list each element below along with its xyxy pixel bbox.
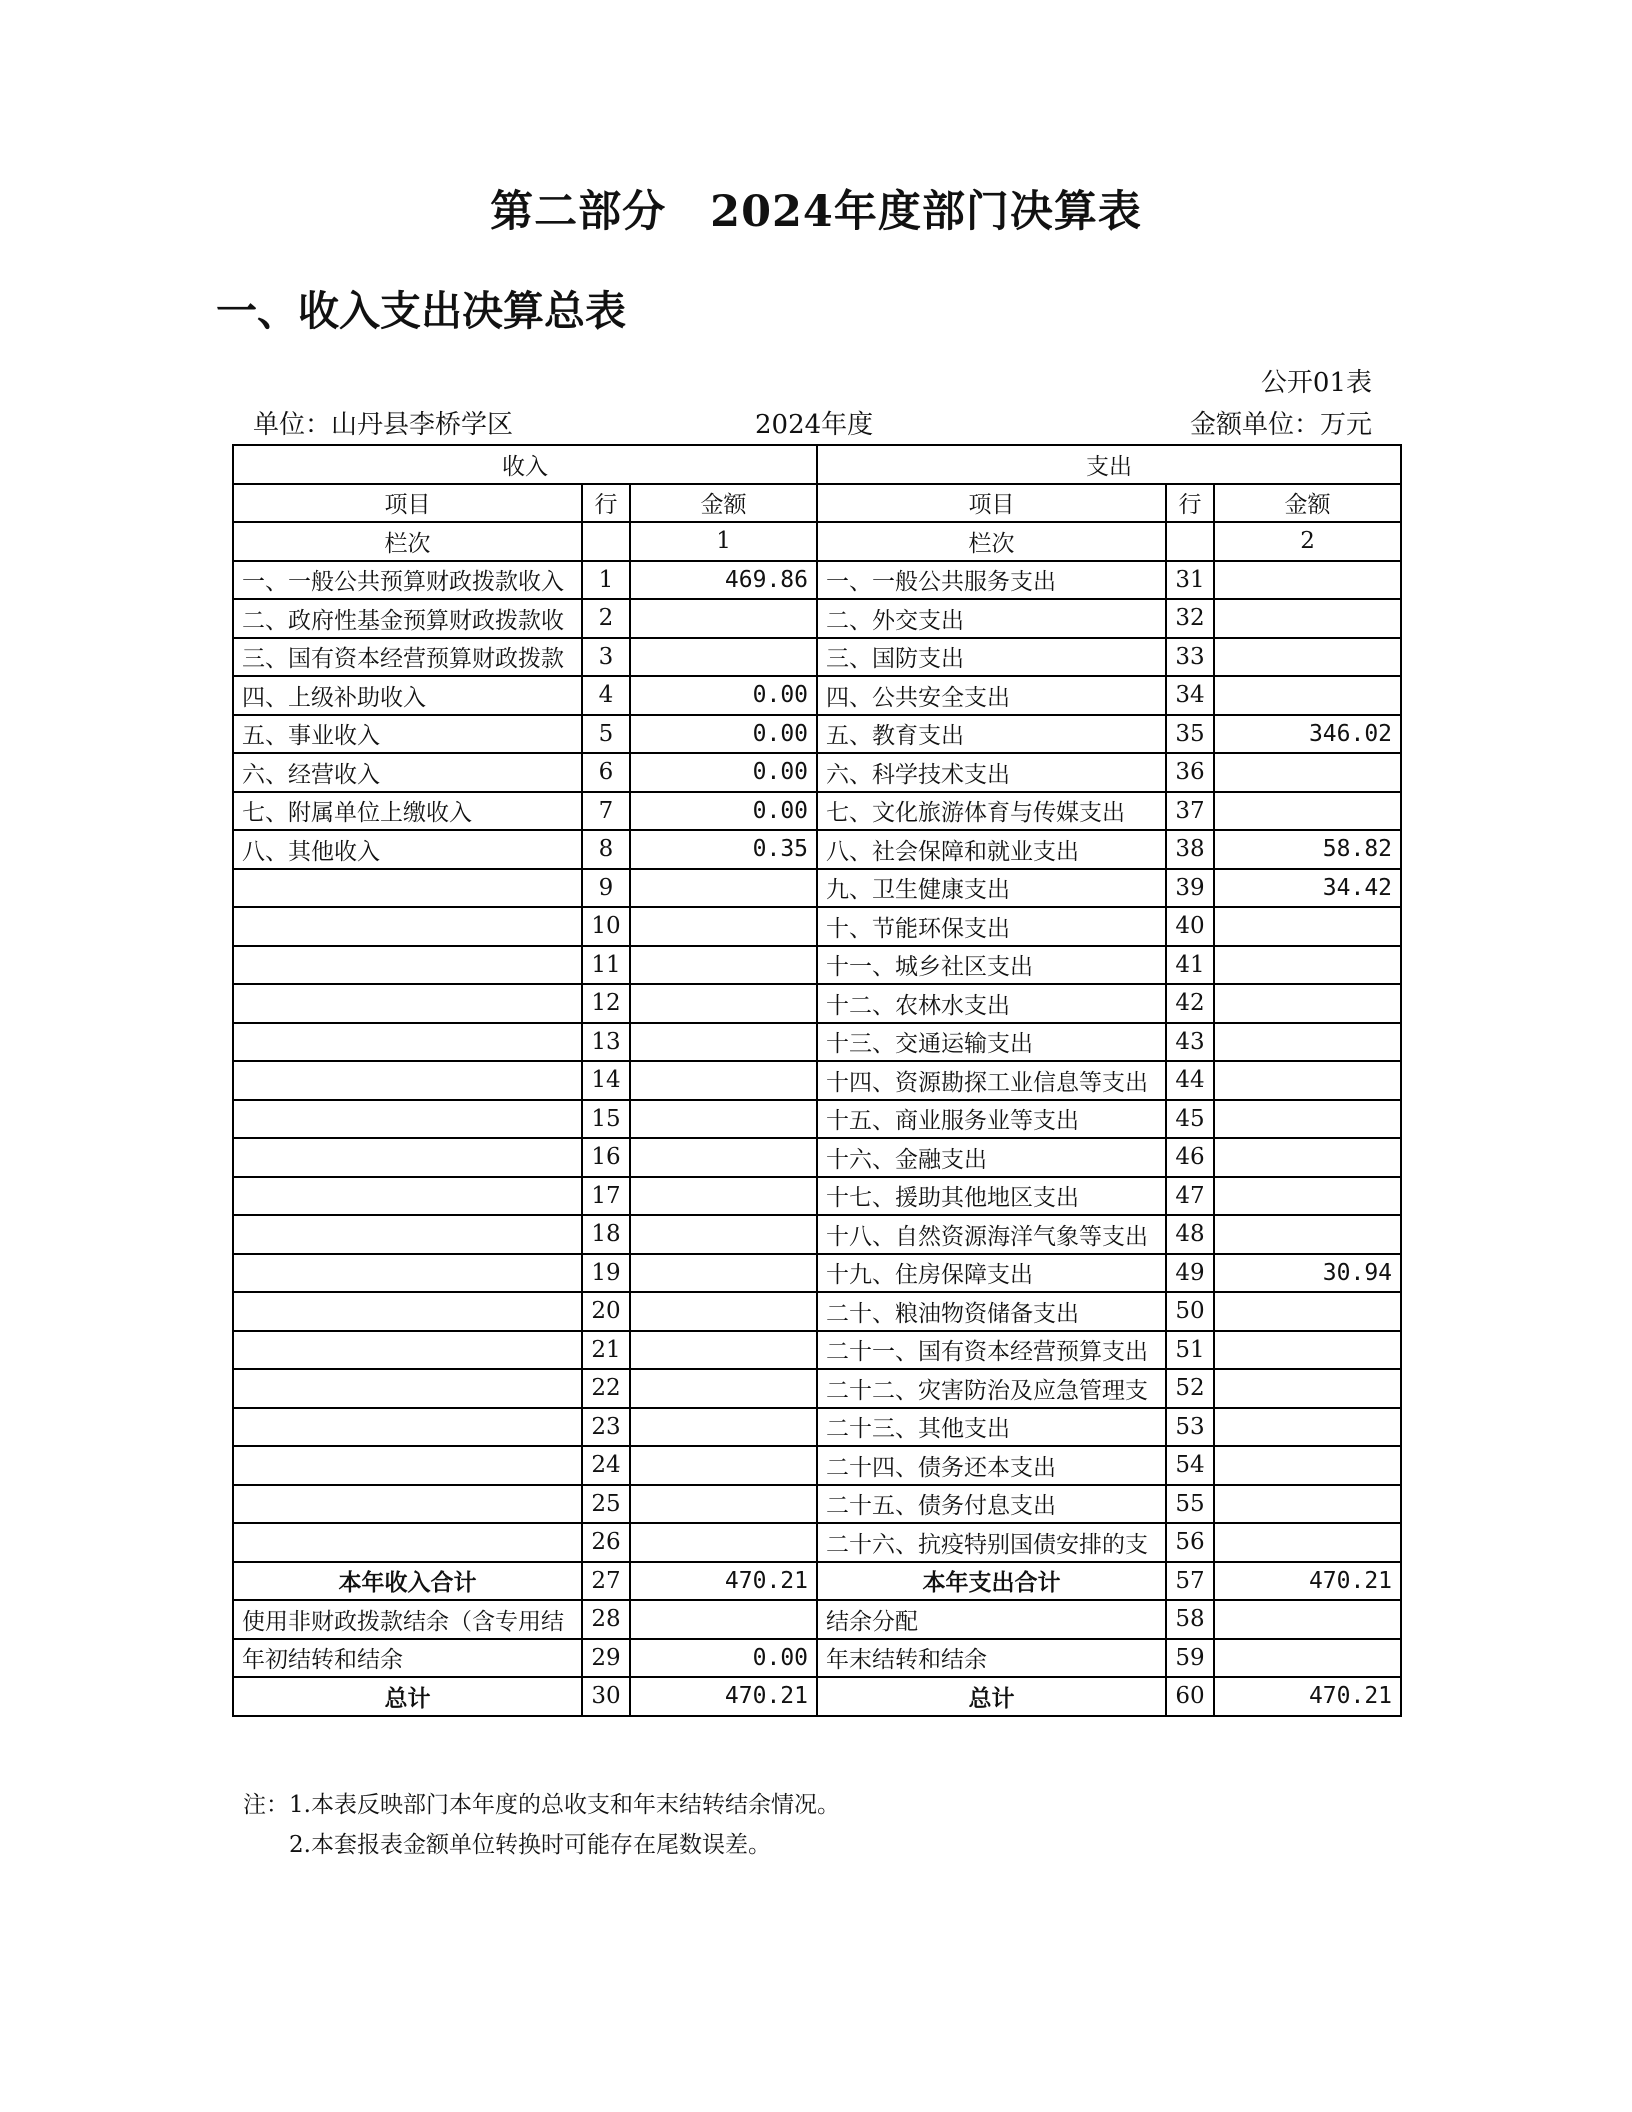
income-line-cell: 6 bbox=[582, 753, 630, 792]
expense-amount-cell bbox=[1214, 1292, 1401, 1331]
expense-line-cell: 43 bbox=[1166, 1023, 1214, 1062]
income-amount-header: 金额 bbox=[630, 484, 817, 523]
income-line-cell: 13 bbox=[582, 1023, 630, 1062]
income-amount-cell bbox=[630, 1408, 817, 1447]
table-row bbox=[233, 1138, 1401, 1177]
expense-index-blank bbox=[1166, 522, 1214, 561]
table-row bbox=[233, 1254, 1401, 1293]
table-row bbox=[233, 561, 1401, 600]
expense-item-cell: 二十二、灾害防治及应急管理支 bbox=[817, 1369, 1166, 1408]
expense-line-cell: 58 bbox=[1166, 1600, 1214, 1639]
income-amount-cell bbox=[630, 984, 817, 1023]
income-item-cell bbox=[233, 1023, 582, 1062]
expense-line-cell: 31 bbox=[1166, 561, 1214, 600]
expense-line-cell: 45 bbox=[1166, 1100, 1214, 1139]
table-row bbox=[233, 1292, 1401, 1331]
income-amount-cell: 0.00 bbox=[630, 676, 817, 715]
expense-amount-cell bbox=[1214, 984, 1401, 1023]
expense-item-cell: 四、公共安全支出 bbox=[817, 676, 1166, 715]
income-item-cell: 四、上级补助收入 bbox=[233, 676, 582, 715]
expense-line-cell: 52 bbox=[1166, 1369, 1214, 1408]
expense-amount-cell bbox=[1214, 792, 1401, 831]
expense-amount-cell: 470.21 bbox=[1214, 1677, 1401, 1716]
income-line-cell: 22 bbox=[582, 1369, 630, 1408]
income-line-cell: 27 bbox=[582, 1562, 630, 1601]
income-index-blank bbox=[582, 522, 630, 561]
table-row bbox=[233, 792, 1401, 831]
expense-line-header: 行 bbox=[1166, 484, 1214, 523]
income-item-header: 项目 bbox=[233, 484, 582, 523]
table-row bbox=[233, 984, 1401, 1023]
expense-line-cell: 42 bbox=[1166, 984, 1214, 1023]
expense-line-cell: 32 bbox=[1166, 599, 1214, 638]
fiscal-year: 2024年度 bbox=[755, 410, 874, 440]
income-line-cell: 19 bbox=[582, 1254, 630, 1293]
expense-line-cell: 49 bbox=[1166, 1254, 1214, 1293]
income-item-cell: 八、其他收入 bbox=[233, 830, 582, 869]
income-item-cell bbox=[233, 1369, 582, 1408]
expense-amount-cell bbox=[1214, 561, 1401, 600]
expense-amount-cell bbox=[1214, 1100, 1401, 1139]
income-item-cell: 总计 bbox=[233, 1677, 582, 1716]
income-item-cell: 使用非财政拨款结余（含专用结 bbox=[233, 1600, 582, 1639]
income-header: 收入 bbox=[233, 445, 817, 484]
income-item-cell: 本年收入合计 bbox=[233, 1562, 582, 1601]
expense-amount-cell bbox=[1214, 1523, 1401, 1562]
income-amount-cell bbox=[630, 1369, 817, 1408]
income-amount-cell bbox=[630, 907, 817, 946]
income-item-cell bbox=[233, 1061, 582, 1100]
expense-amount-cell bbox=[1214, 1408, 1401, 1447]
table-row bbox=[233, 638, 1401, 677]
income-item-cell bbox=[233, 907, 582, 946]
table-index-row bbox=[233, 522, 1401, 561]
table-row bbox=[233, 1100, 1401, 1139]
expense-item-cell: 六、科学技术支出 bbox=[817, 753, 1166, 792]
table-row bbox=[233, 1369, 1401, 1408]
expense-amount-cell bbox=[1214, 1485, 1401, 1524]
expense-amount-cell bbox=[1214, 1061, 1401, 1100]
income-item-cell: 年初结转和结余 bbox=[233, 1639, 582, 1678]
income-amount-cell: 0.00 bbox=[630, 715, 817, 754]
income-amount-cell bbox=[630, 1485, 817, 1524]
table-row bbox=[233, 946, 1401, 985]
income-line-cell: 20 bbox=[582, 1292, 630, 1331]
income-item-cell bbox=[233, 1446, 582, 1485]
expense-amount-header: 金额 bbox=[1214, 484, 1401, 523]
expense-item-cell: 十六、金融支出 bbox=[817, 1138, 1166, 1177]
expense-amount-cell bbox=[1214, 753, 1401, 792]
expense-item-cell: 十四、资源勘探工业信息等支出 bbox=[817, 1061, 1166, 1100]
expense-line-cell: 33 bbox=[1166, 638, 1214, 677]
expense-line-cell: 60 bbox=[1166, 1677, 1214, 1716]
table-row bbox=[233, 1408, 1401, 1447]
table-row bbox=[233, 1023, 1401, 1062]
expense-item-cell: 三、国防支出 bbox=[817, 638, 1166, 677]
income-item-cell: 三、国有资本经营预算财政拨款 bbox=[233, 638, 582, 677]
income-amount-cell bbox=[630, 1177, 817, 1216]
income-item-cell bbox=[233, 1292, 582, 1331]
expense-item-cell: 二十、粮油物资储备支出 bbox=[817, 1292, 1166, 1331]
income-amount-cell bbox=[630, 599, 817, 638]
expense-column-number: 2 bbox=[1214, 522, 1401, 561]
expense-amount-cell bbox=[1214, 1600, 1401, 1639]
table-code: 公开01表 bbox=[1260, 368, 1372, 398]
expense-line-cell: 40 bbox=[1166, 907, 1214, 946]
expense-line-cell: 34 bbox=[1166, 676, 1214, 715]
income-line-cell: 26 bbox=[582, 1523, 630, 1562]
expense-amount-cell bbox=[1214, 1177, 1401, 1216]
income-index-label: 栏次 bbox=[233, 522, 582, 561]
income-amount-cell bbox=[630, 1254, 817, 1293]
income-amount-cell: 0.00 bbox=[630, 1639, 817, 1678]
note-2: 2.本套报表金额单位转换时可能存在尾数误差。 bbox=[289, 1832, 771, 1858]
expense-item-cell: 二十六、抗疫特别国债安排的支 bbox=[817, 1523, 1166, 1562]
income-item-cell bbox=[233, 946, 582, 985]
income-column-number: 1 bbox=[630, 522, 817, 561]
expense-amount-cell bbox=[1214, 1639, 1401, 1678]
expense-header: 支出 bbox=[817, 445, 1401, 484]
expense-amount-cell bbox=[1214, 1446, 1401, 1485]
expense-line-cell: 36 bbox=[1166, 753, 1214, 792]
income-item-cell bbox=[233, 1177, 582, 1216]
table-row bbox=[233, 599, 1401, 638]
income-amount-cell bbox=[630, 1138, 817, 1177]
table-row bbox=[233, 1600, 1401, 1639]
expense-item-cell: 二十四、债务还本支出 bbox=[817, 1446, 1166, 1485]
income-line-cell: 30 bbox=[582, 1677, 630, 1716]
expense-item-cell: 十七、援助其他地区支出 bbox=[817, 1177, 1166, 1216]
expense-item-cell: 十三、交通运输支出 bbox=[817, 1023, 1166, 1062]
expense-line-cell: 39 bbox=[1166, 869, 1214, 908]
expense-item-cell: 本年支出合计 bbox=[817, 1562, 1166, 1601]
income-line-cell: 2 bbox=[582, 599, 630, 638]
income-item-cell: 五、事业收入 bbox=[233, 715, 582, 754]
income-amount-cell bbox=[630, 1292, 817, 1331]
expense-item-cell: 八、社会保障和就业支出 bbox=[817, 830, 1166, 869]
expense-item-cell: 总计 bbox=[817, 1677, 1166, 1716]
income-item-cell: 二、政府性基金预算财政拨款收 bbox=[233, 599, 582, 638]
income-line-cell: 1 bbox=[582, 561, 630, 600]
income-expense-table bbox=[232, 444, 1402, 1717]
income-line-cell: 11 bbox=[582, 946, 630, 985]
expense-item-cell: 结余分配 bbox=[817, 1600, 1166, 1639]
expense-line-cell: 55 bbox=[1166, 1485, 1214, 1524]
expense-index-label: 栏次 bbox=[817, 522, 1166, 561]
income-line-cell: 17 bbox=[582, 1177, 630, 1216]
income-amount-cell: 469.86 bbox=[630, 561, 817, 600]
expense-item-cell: 十八、自然资源海洋气象等支出 bbox=[817, 1215, 1166, 1254]
expense-amount-cell bbox=[1214, 946, 1401, 985]
table-row bbox=[233, 1562, 1401, 1601]
table-row bbox=[233, 1331, 1401, 1370]
income-line-cell: 4 bbox=[582, 676, 630, 715]
expense-line-cell: 38 bbox=[1166, 830, 1214, 869]
income-item-cell bbox=[233, 1485, 582, 1524]
income-amount-cell bbox=[630, 1023, 817, 1062]
income-amount-cell: 0.00 bbox=[630, 792, 817, 831]
income-amount-cell bbox=[630, 1600, 817, 1639]
expense-amount-cell bbox=[1214, 599, 1401, 638]
expense-line-cell: 37 bbox=[1166, 792, 1214, 831]
income-line-cell: 3 bbox=[582, 638, 630, 677]
income-line-cell: 8 bbox=[582, 830, 630, 869]
note-1: 注：1.本表反映部门本年度的总收支和年末结转结余情况。 bbox=[243, 1792, 840, 1818]
expense-amount-cell: 58.82 bbox=[1214, 830, 1401, 869]
income-line-cell: 14 bbox=[582, 1061, 630, 1100]
income-item-cell bbox=[233, 1523, 582, 1562]
expense-line-cell: 50 bbox=[1166, 1292, 1214, 1331]
expense-amount-cell bbox=[1214, 1331, 1401, 1370]
expense-amount-cell: 34.42 bbox=[1214, 869, 1401, 908]
table-group-header-row bbox=[233, 445, 1401, 484]
income-amount-cell bbox=[630, 1331, 817, 1370]
expense-item-cell: 二、外交支出 bbox=[817, 599, 1166, 638]
table-row bbox=[233, 869, 1401, 908]
expense-line-cell: 59 bbox=[1166, 1639, 1214, 1678]
income-line-cell: 15 bbox=[582, 1100, 630, 1139]
expense-amount-cell bbox=[1214, 676, 1401, 715]
table-row bbox=[233, 676, 1401, 715]
table-row bbox=[233, 1446, 1401, 1485]
expense-item-cell: 十五、商业服务业等支出 bbox=[817, 1100, 1166, 1139]
expense-amount-cell bbox=[1214, 1215, 1401, 1254]
expense-item-cell: 二十三、其他支出 bbox=[817, 1408, 1166, 1447]
expense-line-cell: 47 bbox=[1166, 1177, 1214, 1216]
table-row bbox=[233, 1677, 1401, 1716]
table-row bbox=[233, 1639, 1401, 1678]
table-row bbox=[233, 1485, 1401, 1524]
expense-item-cell: 年末结转和结余 bbox=[817, 1639, 1166, 1678]
table-row bbox=[233, 1177, 1401, 1216]
table-row bbox=[233, 1215, 1401, 1254]
table-row bbox=[233, 1061, 1401, 1100]
amount-unit: 金额单位：万元 bbox=[1189, 410, 1372, 440]
income-amount-cell: 0.00 bbox=[630, 753, 817, 792]
section-title: 一、收入支出决算总表 bbox=[216, 287, 626, 335]
expense-amount-cell bbox=[1214, 907, 1401, 946]
income-line-cell: 16 bbox=[582, 1138, 630, 1177]
income-amount-cell bbox=[630, 638, 817, 677]
reporting-unit: 单位：山丹县李桥学区 bbox=[253, 410, 514, 440]
expense-item-cell: 一、一般公共服务支出 bbox=[817, 561, 1166, 600]
income-line-cell: 28 bbox=[582, 1600, 630, 1639]
expense-line-cell: 53 bbox=[1166, 1408, 1214, 1447]
income-line-cell: 25 bbox=[582, 1485, 630, 1524]
income-amount-cell bbox=[630, 1215, 817, 1254]
expense-item-cell: 二十五、债务付息支出 bbox=[817, 1485, 1166, 1524]
expense-amount-cell: 30.94 bbox=[1214, 1254, 1401, 1293]
income-item-cell bbox=[233, 1215, 582, 1254]
expense-item-cell: 十九、住房保障支出 bbox=[817, 1254, 1166, 1293]
income-amount-cell bbox=[630, 1100, 817, 1139]
income-item-cell: 六、经营收入 bbox=[233, 753, 582, 792]
income-line-cell: 18 bbox=[582, 1215, 630, 1254]
expense-item-cell: 十、节能环保支出 bbox=[817, 907, 1166, 946]
expense-item-cell: 九、卫生健康支出 bbox=[817, 869, 1166, 908]
income-line-cell: 9 bbox=[582, 869, 630, 908]
expense-line-cell: 48 bbox=[1166, 1215, 1214, 1254]
income-line-cell: 7 bbox=[582, 792, 630, 831]
income-item-cell: 七、附属单位上缴收入 bbox=[233, 792, 582, 831]
income-line-cell: 21 bbox=[582, 1331, 630, 1370]
income-amount-cell bbox=[630, 869, 817, 908]
income-item-cell bbox=[233, 1331, 582, 1370]
expense-amount-cell bbox=[1214, 1369, 1401, 1408]
page-title: 第二部分 2024年度部门决算表 bbox=[490, 187, 1142, 237]
expense-line-cell: 51 bbox=[1166, 1331, 1214, 1370]
income-amount-cell bbox=[630, 1446, 817, 1485]
expense-line-cell: 54 bbox=[1166, 1446, 1214, 1485]
income-line-cell: 5 bbox=[582, 715, 630, 754]
expense-item-cell: 二十一、国有资本经营预算支出 bbox=[817, 1331, 1166, 1370]
income-item-cell bbox=[233, 984, 582, 1023]
expense-item-cell: 五、教育支出 bbox=[817, 715, 1166, 754]
expense-amount-cell: 346.02 bbox=[1214, 715, 1401, 754]
income-line-cell: 10 bbox=[582, 907, 630, 946]
income-item-cell bbox=[233, 1254, 582, 1293]
expense-amount-cell bbox=[1214, 1023, 1401, 1062]
table-row bbox=[233, 907, 1401, 946]
expense-amount-cell bbox=[1214, 1138, 1401, 1177]
expense-item-cell: 十一、城乡社区支出 bbox=[817, 946, 1166, 985]
income-line-cell: 23 bbox=[582, 1408, 630, 1447]
expense-item-header: 项目 bbox=[817, 484, 1166, 523]
expense-amount-cell: 470.21 bbox=[1214, 1562, 1401, 1601]
expense-line-cell: 35 bbox=[1166, 715, 1214, 754]
income-amount-cell: 470.21 bbox=[630, 1677, 817, 1716]
income-line-cell: 29 bbox=[582, 1639, 630, 1678]
income-line-cell: 12 bbox=[582, 984, 630, 1023]
income-amount-cell: 0.35 bbox=[630, 830, 817, 869]
table-row bbox=[233, 753, 1401, 792]
income-amount-cell bbox=[630, 1061, 817, 1100]
table-row bbox=[233, 830, 1401, 869]
table-row bbox=[233, 715, 1401, 754]
expense-line-cell: 46 bbox=[1166, 1138, 1214, 1177]
expense-line-cell: 41 bbox=[1166, 946, 1214, 985]
income-line-header: 行 bbox=[582, 484, 630, 523]
table-row bbox=[233, 1523, 1401, 1562]
income-line-cell: 24 bbox=[582, 1446, 630, 1485]
income-item-cell: 一、一般公共预算财政拨款收入 bbox=[233, 561, 582, 600]
income-item-cell bbox=[233, 1138, 582, 1177]
table-column-header-row bbox=[233, 484, 1401, 523]
expense-line-cell: 56 bbox=[1166, 1523, 1214, 1562]
income-item-cell bbox=[233, 869, 582, 908]
expense-amount-cell bbox=[1214, 638, 1401, 677]
expense-line-cell: 57 bbox=[1166, 1562, 1214, 1601]
income-amount-cell bbox=[630, 1523, 817, 1562]
expense-item-cell: 十二、农林水支出 bbox=[817, 984, 1166, 1023]
income-item-cell bbox=[233, 1100, 582, 1139]
expense-item-cell: 七、文化旅游体育与传媒支出 bbox=[817, 792, 1166, 831]
income-amount-cell bbox=[630, 946, 817, 985]
income-amount-cell: 470.21 bbox=[630, 1562, 817, 1601]
expense-line-cell: 44 bbox=[1166, 1061, 1214, 1100]
income-item-cell bbox=[233, 1408, 582, 1447]
